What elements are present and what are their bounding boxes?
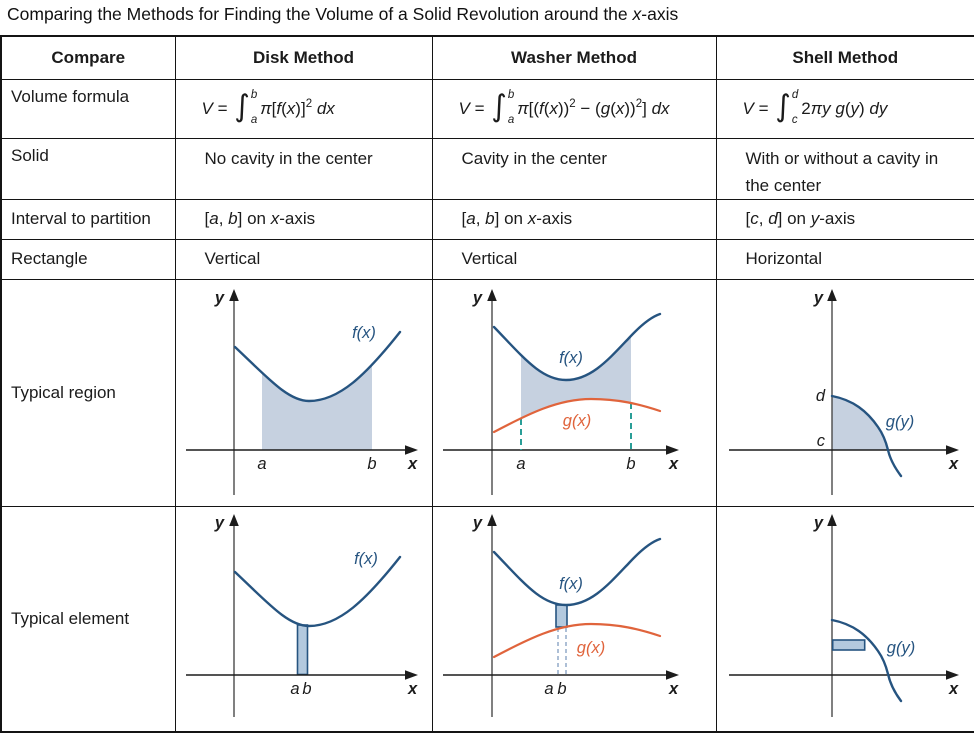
f-curve <box>494 539 660 605</box>
row-volume-formula <box>1 79 974 138</box>
cell-washer-region-graph <box>432 279 716 506</box>
cell-washer-solid: Cavity in the center <box>432 138 716 199</box>
y-axis-label: y <box>214 288 224 307</box>
region-fill <box>832 396 888 450</box>
cell-disk-interval: [a, b] on x-axis <box>175 199 432 239</box>
shell-element-graph <box>717 507 974 731</box>
x-axis-label: x <box>407 454 417 473</box>
row-solid <box>1 138 974 199</box>
d-tick-label: d <box>815 386 825 405</box>
header-washer-method: Washer Method <box>432 36 716 79</box>
b-tick-label: b <box>366 454 377 473</box>
x-axis-label: x <box>668 454 678 473</box>
row-label-typical-element: Typical element <box>1 506 175 732</box>
y-axis-arrow <box>487 289 497 301</box>
g-curve-label: g(x) <box>576 638 605 657</box>
b-tick-label: b <box>625 454 636 473</box>
header-compare: Compare <box>1 36 175 79</box>
y-axis-arrow <box>827 514 837 526</box>
f-curve-label: f(x) <box>558 348 583 367</box>
cell-shell-region-graph <box>716 279 974 506</box>
b-tick-label: b <box>556 679 567 698</box>
cell-disk-element-graph <box>175 506 432 732</box>
cell-washer-interval: [a, b] on x-axis <box>432 199 716 239</box>
row-label-rectangle: Rectangle <box>1 239 175 279</box>
a-tick-label: a <box>543 679 554 698</box>
cell-washer-rectangle: Vertical <box>432 239 716 279</box>
row-rectangle <box>1 239 974 279</box>
row-label-volume-formula: Volume formula <box>1 79 175 138</box>
y-axis-label: y <box>813 288 823 307</box>
cell-shell-rectangle: Horizontal <box>716 239 974 279</box>
f-curve <box>494 314 660 380</box>
cell-washer-formula: V = ∫ b a π [( f ( x )) 2 − ( g ( x )) 2 ] dx <box>432 79 716 138</box>
integral-sign: ∫ d c <box>775 88 799 126</box>
shell-region-graph <box>717 280 974 505</box>
cell-disk-solid: No cavity in the center <box>175 138 432 199</box>
f-curve <box>235 332 400 401</box>
region-fill <box>235 332 400 450</box>
x-axis-arrow <box>666 670 679 680</box>
element-rect <box>556 605 567 627</box>
g-curve-label: g(y) <box>886 638 915 657</box>
row-label-solid: Solid <box>1 138 175 199</box>
header-row <box>1 36 974 79</box>
f-curve-label: f(x) <box>351 323 376 342</box>
cell-disk-formula: V = ∫ b a π [ f ( x )] 2 dx <box>175 79 432 138</box>
disk-element-graph <box>176 507 431 731</box>
cell-shell-formula: V = ∫ d c 2 πy g ( y ) dy <box>716 79 974 138</box>
y-axis-arrow <box>487 514 497 526</box>
a-tick-label: a <box>256 454 267 473</box>
y-axis-label: y <box>214 513 224 532</box>
x-axis-arrow <box>946 670 959 680</box>
y-axis-arrow <box>229 289 239 301</box>
y-axis-label: y <box>813 513 823 532</box>
x-axis-label: x <box>948 454 958 473</box>
x-axis-arrow <box>946 445 959 455</box>
integral-sign: ∫ b a <box>234 88 258 126</box>
comparison-table <box>0 35 974 733</box>
element-rect <box>297 625 307 675</box>
washer-region-graph <box>433 280 715 505</box>
y-axis-label: y <box>472 288 482 307</box>
a-tick-label: a <box>289 679 300 698</box>
f-curve-label: f(x) <box>558 574 583 593</box>
cell-washer-element-graph <box>432 506 716 732</box>
disk-region-graph <box>176 280 431 505</box>
row-label-typical-region: Typical region <box>1 279 175 506</box>
header-shell-method: Shell Method <box>716 36 974 79</box>
f-curve-label: f(x) <box>353 549 378 568</box>
b-tick-label: b <box>301 679 312 698</box>
cell-shell-interval: [c, d] on y-axis <box>716 199 974 239</box>
row-typical-region <box>1 279 974 506</box>
row-interval <box>1 199 974 239</box>
page-title: Comparing the Methods for Finding the Volume of a Solid Revolution around the x-axis <box>7 4 679 24</box>
cell-shell-solid: With or without a cavity in the center <box>716 138 974 199</box>
c-tick-label: c <box>816 431 825 450</box>
x-axis-arrow <box>666 445 679 455</box>
element-rect <box>832 640 864 650</box>
g-curve <box>832 620 901 701</box>
x-axis-arrow <box>405 445 418 455</box>
header-disk-method: Disk Method <box>175 36 432 79</box>
row-typical-element <box>1 506 974 732</box>
g-curve-label: g(x) <box>562 411 591 430</box>
x-axis-label: x <box>668 679 678 698</box>
g-curve-label: g(y) <box>885 412 914 431</box>
cell-disk-rectangle: Vertical <box>175 239 432 279</box>
cell-shell-element-graph <box>716 506 974 732</box>
row-label-interval: Interval to partition <box>1 199 175 239</box>
cell-disk-region-graph <box>175 279 432 506</box>
integral-sign: ∫ b a <box>491 88 515 126</box>
a-tick-label: a <box>515 454 526 473</box>
y-axis-arrow <box>827 289 837 301</box>
x-axis-label: x <box>948 679 958 698</box>
washer-element-graph <box>433 507 715 731</box>
x-axis-label: x <box>407 679 417 698</box>
x-axis-arrow <box>405 670 418 680</box>
y-axis-label: y <box>472 513 482 532</box>
y-axis-arrow <box>229 514 239 526</box>
